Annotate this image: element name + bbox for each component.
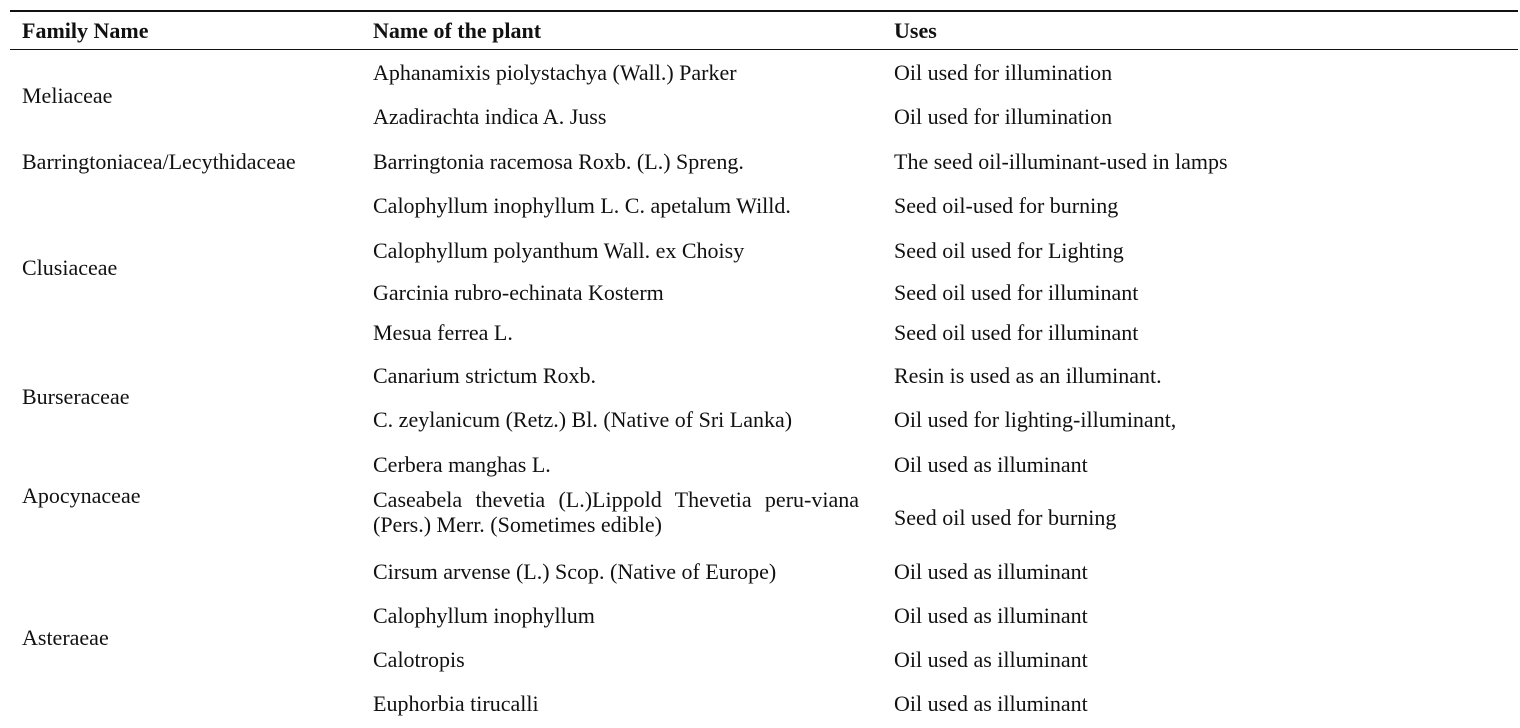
header-plant-name: Name of the plant	[373, 18, 542, 43]
family-cell: Asteraeae	[22, 625, 109, 650]
plant-name-cell: Aphanamixis piolystachya (Wall.) Parker	[373, 60, 737, 85]
plant-name-cell: Azadirachta indica A. Juss	[373, 104, 607, 129]
header-uses: Uses	[894, 18, 937, 43]
plant-name-cell: Garcinia rubro-echinata Kosterm	[373, 280, 664, 305]
plant-name-cell: Barringtonia racemosa Roxb. (L.) Spreng.	[373, 149, 744, 174]
plant-name-cell: Mesua ferrea L.	[373, 320, 513, 345]
plant-name-cell: Calophyllum inophyllum	[373, 603, 595, 628]
uses-cell: Seed oil-used for burning	[894, 193, 1119, 218]
uses-cell: Oil used as illuminant	[894, 559, 1088, 584]
plant-name-cell: Euphorbia tirucalli	[373, 691, 539, 716]
header-family-name: Family Name	[22, 18, 149, 43]
plant-name-cell: Cerbera manghas L.	[373, 452, 551, 477]
plant-name-cell: C. zeylanicum (Retz.) Bl. (Native of Sri Lanka)	[373, 407, 793, 432]
plant-name-cell: Calophyllum polyanthum Wall. ex Choisy	[373, 238, 745, 263]
family-cell: Barringtoniacea/Lecythidaceae	[22, 149, 296, 174]
uses-cell: Oil used as illuminant	[894, 603, 1088, 628]
uses-cell: Seed oil used for illuminant	[894, 280, 1139, 305]
uses-cell: Oil used as illuminant	[894, 647, 1088, 672]
uses-cell: The seed oil-illuminant-used in lamps	[894, 149, 1228, 174]
plant-name-cell: Caseabela thevetia (L.)Lippold Thevetia peru-viana (Pers.) Merr. (Sometimes edible)	[373, 487, 859, 537]
plant-name-cell: Cirsum arvense (L.) Scop. (Native of Europe)	[373, 559, 777, 584]
uses-cell: Oil used for illumination	[894, 60, 1113, 85]
plant-name-cell: Calophyllum inophyllum L. C. apetalum Willd.	[373, 193, 791, 218]
header-rule	[10, 49, 1518, 50]
family-cell: Burseraceae	[22, 384, 130, 409]
plant-name-cell: Calotropis	[373, 647, 465, 672]
uses-cell: Seed oil used for burning	[894, 505, 1117, 530]
uses-cell: Seed oil used for illuminant	[894, 320, 1139, 345]
plant-name-cell: Canarium strictum Roxb.	[373, 363, 597, 388]
uses-cell: Oil used for lighting-illuminant,	[894, 407, 1177, 432]
family-cell: Apocynaceae	[22, 483, 141, 508]
uses-cell: Oil used as illuminant	[894, 691, 1088, 716]
uses-cell: Seed oil used for Lighting	[894, 238, 1124, 263]
table-top-rule	[10, 10, 1518, 12]
family-cell: Meliaceae	[22, 83, 113, 108]
family-cell: Clusiaceae	[22, 255, 118, 280]
uses-cell: Oil used for illumination	[894, 104, 1113, 129]
uses-cell: Oil used as illuminant	[894, 452, 1088, 477]
uses-cell: Resin is used as an illuminant.	[894, 363, 1162, 388]
